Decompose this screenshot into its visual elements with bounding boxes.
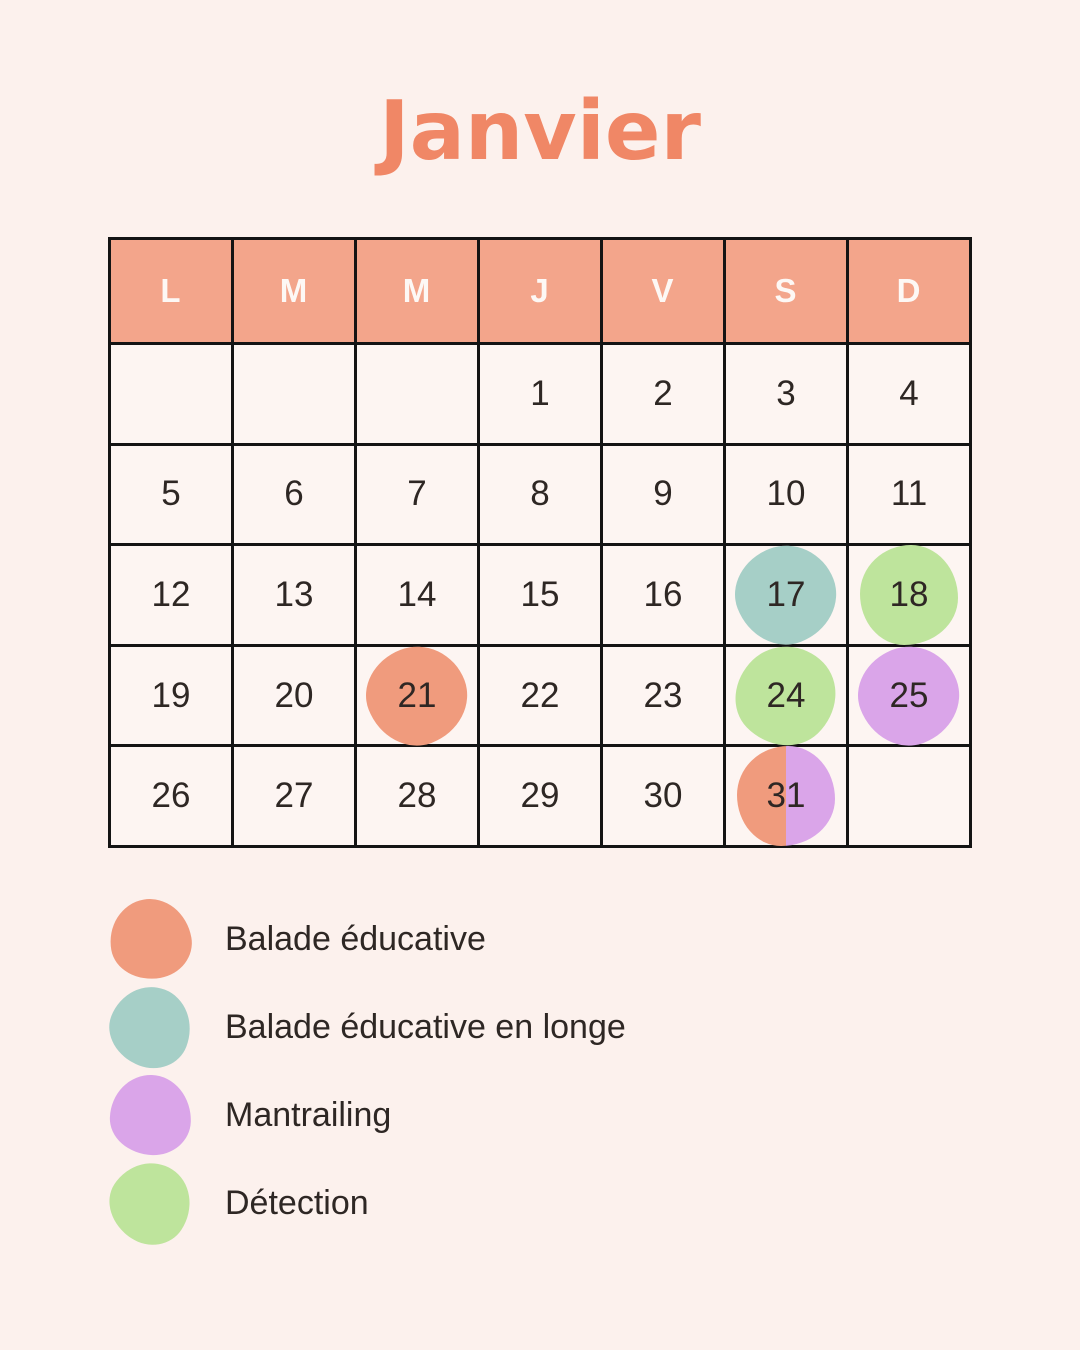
day-cell-19 (111, 647, 231, 745)
day-cell-10 (726, 446, 846, 544)
day-cell-25 (849, 647, 969, 745)
day-header-1 (234, 240, 354, 342)
day-number: 13 (274, 574, 314, 614)
day-header-2 (357, 240, 477, 342)
legend-label: Mantrailing (225, 1095, 392, 1134)
day-cell-5 (111, 446, 231, 544)
day-cell-empty (357, 345, 477, 443)
day-number: 23 (643, 675, 683, 715)
day-number: 9 (653, 474, 673, 514)
day-cell-31 (726, 747, 846, 845)
legend-label: Balade éducative en longe (225, 1007, 626, 1046)
day-cell-22 (480, 647, 600, 745)
day-cell-21 (357, 647, 477, 745)
day-cell-28 (357, 747, 477, 845)
day-header-label: J (530, 272, 550, 309)
day-cell-6 (234, 446, 354, 544)
day-number: 26 (151, 776, 191, 816)
day-number: 10 (766, 474, 806, 514)
day-cell-16 (603, 546, 723, 644)
day-header-label: S (774, 272, 798, 309)
day-number: 1 (530, 373, 550, 413)
legend-blob-balade (104, 893, 198, 986)
day-number: 4 (899, 373, 919, 413)
day-cell-empty (234, 345, 354, 443)
day-number: 5 (161, 474, 181, 514)
day-cell-30 (603, 747, 723, 845)
day-number: 18 (889, 574, 929, 614)
day-number: 16 (643, 574, 683, 614)
day-cell-14 (357, 546, 477, 644)
day-cell-3 (726, 345, 846, 443)
legend-label: Détection (225, 1183, 369, 1222)
day-cell-8 (480, 446, 600, 544)
day-cell-4 (849, 345, 969, 443)
legend-item-balade (110, 899, 626, 979)
day-number: 8 (530, 474, 550, 514)
day-number: 24 (766, 675, 806, 715)
day-cell-12 (111, 546, 231, 644)
day-number: 22 (520, 675, 560, 715)
day-header-label: M (402, 272, 432, 309)
day-cell-11 (849, 446, 969, 544)
day-cell-27 (234, 747, 354, 845)
day-header-label: M (279, 272, 309, 309)
day-cell-15 (480, 546, 600, 644)
day-header-label: V (651, 272, 675, 309)
day-cell-empty (849, 747, 969, 845)
day-number: 17 (766, 574, 806, 614)
day-number: 25 (889, 675, 929, 715)
day-number: 29 (520, 776, 560, 816)
page-title: Janvier (379, 84, 701, 179)
calendar-grid (108, 237, 972, 848)
day-number: 31 (766, 776, 806, 816)
legend-item-mantrailing (110, 1075, 626, 1155)
day-cell-24 (726, 647, 846, 745)
day-header-0 (111, 240, 231, 342)
legend-blob-mantrailing (109, 1074, 193, 1157)
day-number: 7 (407, 474, 427, 514)
day-number: 11 (890, 474, 928, 514)
day-number: 28 (397, 776, 437, 816)
day-cell-1 (480, 345, 600, 443)
day-number: 21 (397, 675, 437, 715)
day-header-3 (480, 240, 600, 342)
day-cell-26 (111, 747, 231, 845)
day-header-5 (726, 240, 846, 342)
day-number: 19 (151, 675, 191, 715)
legend-blob-detection (95, 1147, 207, 1258)
day-header-6 (849, 240, 969, 342)
day-cell-18 (849, 546, 969, 644)
day-number: 12 (151, 574, 191, 614)
day-header-4 (603, 240, 723, 342)
day-cell-29 (480, 747, 600, 845)
day-number: 14 (397, 574, 437, 614)
day-cell-13 (234, 546, 354, 644)
day-cell-7 (357, 446, 477, 544)
day-cell-17 (726, 546, 846, 644)
day-cell-20 (234, 647, 354, 745)
legend-item-detection (110, 1163, 626, 1243)
day-cell-9 (603, 446, 723, 544)
day-header-label: L (160, 272, 182, 309)
day-number: 20 (274, 675, 314, 715)
day-header-label: D (896, 272, 922, 309)
day-number: 3 (776, 373, 796, 413)
day-cell-empty (111, 345, 231, 443)
day-number: 27 (274, 776, 314, 816)
day-number: 15 (520, 574, 560, 614)
legend-label: Balade éducative (225, 919, 486, 958)
day-cell-23 (603, 647, 723, 745)
day-number: 6 (284, 474, 304, 514)
day-cell-2 (603, 345, 723, 443)
legend-item-balade_longe (110, 987, 626, 1067)
day-number: 30 (643, 776, 683, 816)
legend-blob-balade_longe (98, 975, 202, 1079)
day-number: 2 (653, 373, 673, 413)
legend (110, 899, 626, 1243)
